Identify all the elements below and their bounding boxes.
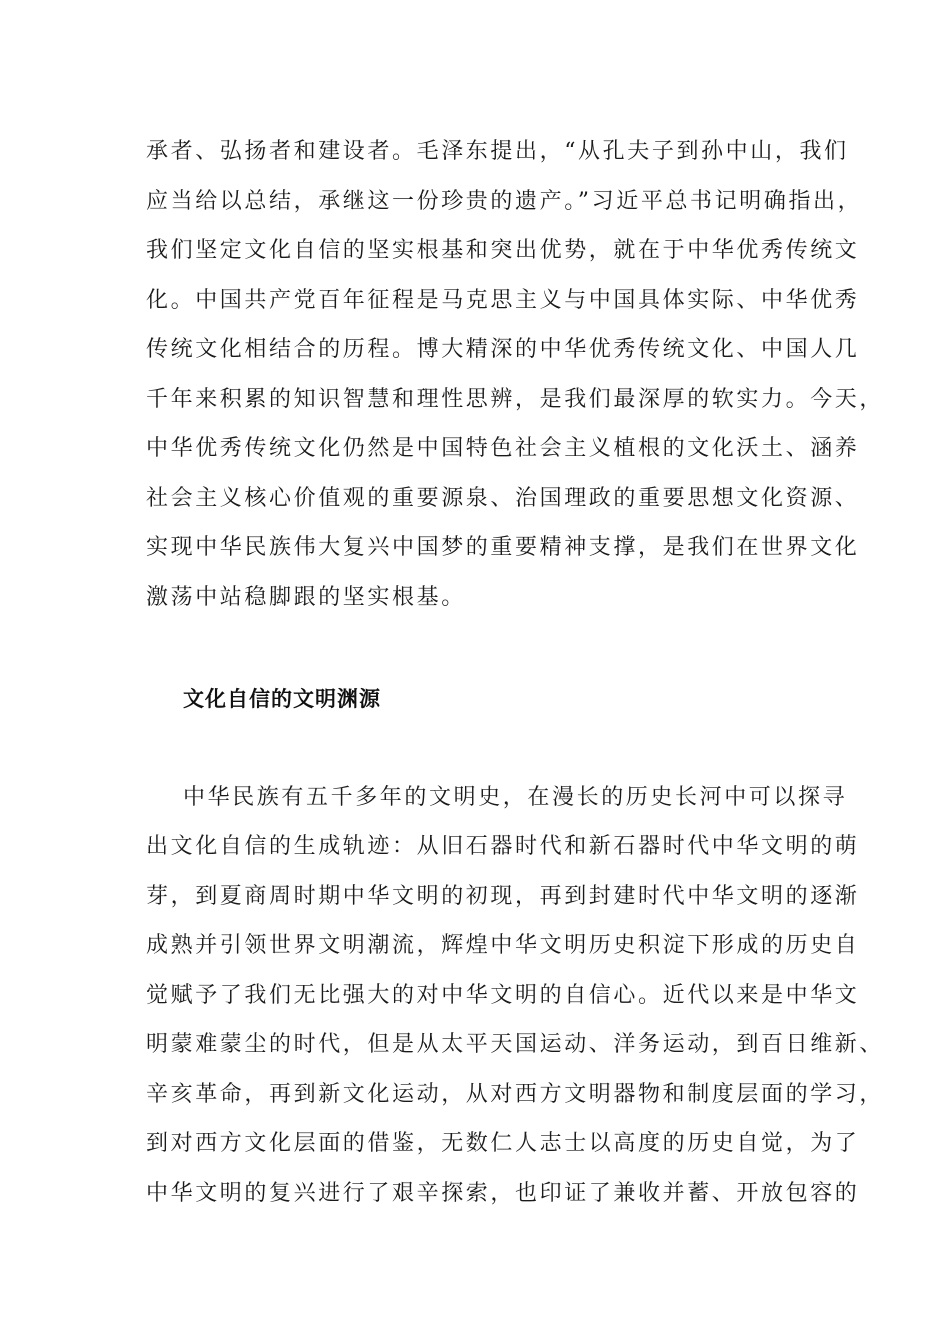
text-line: 传统文化相结合的历程。博大精深的中华优秀传统文化、中国人几 [146,337,860,362]
text-line: 化。中国共产党百年征程是马克思主义与中国具体实际、中华优秀 [146,288,860,313]
text-line: 社会主义核心价值观的重要源泉、治国理政的重要思想文化资源、 [146,486,860,511]
text-line: 到对西方文化层面的借鉴，无数仁人志士以高度的历史自觉，为了 [146,1131,860,1156]
text-line: 出文化自信的生成轨迹：从旧石器时代和新石器时代中华文明的萌 [146,834,860,859]
text-line: 中华文明的复兴进行了艰辛探索，也印证了兼收并蓄、开放包容的 [146,1181,860,1206]
text-line: 辛亥革命，再到新文化运动，从对西方文明器物和制度层面的学习， [146,1082,885,1107]
text-line: 应当给以总结，承继这一份珍贵的遗产。”习近平总书记明确指出， [146,189,863,214]
text-line: 激荡中站稳脚跟的坚实根基。 [146,585,466,610]
section-heading: 文化自信的文明渊源 [183,687,381,711]
text-line: 明蒙难蒙尘的时代，但是从太平天国运动、洋务运动，到百日维新、 [146,1032,885,1057]
text-line: 实现中华民族伟大复兴中国梦的重要精神支撑，是我们在世界文化 [146,535,860,560]
text-line: 承者、弘扬者和建设者。毛泽东提出，“从孔夫子到孙中山，我们 [146,139,849,164]
text-line: 芽，到夏商周时期中华文明的初现，再到封建时代中华文明的逐渐 [146,884,860,909]
text-line: 千年来积累的知识智慧和理性思辨，是我们最深厚的软实力。今天， [146,387,885,412]
text-line: 我们坚定文化自信的坚实根基和突出优势，就在于中华优秀传统文 [146,238,860,263]
text-line: 成熟并引领世界文明潮流，辉煌中华文明历史积淀下形成的历史自 [146,933,860,958]
text-line: 中华民族有五千多年的文明史，在漫长的历史长河中可以探寻 [183,785,848,810]
text-line: 觉赋予了我们无比强大的对中华文明的自信心。近代以来是中华文 [146,983,860,1008]
text-line: 中华优秀传统文化仍然是中国特色社会主义植根的文化沃土、涵养 [146,436,860,461]
